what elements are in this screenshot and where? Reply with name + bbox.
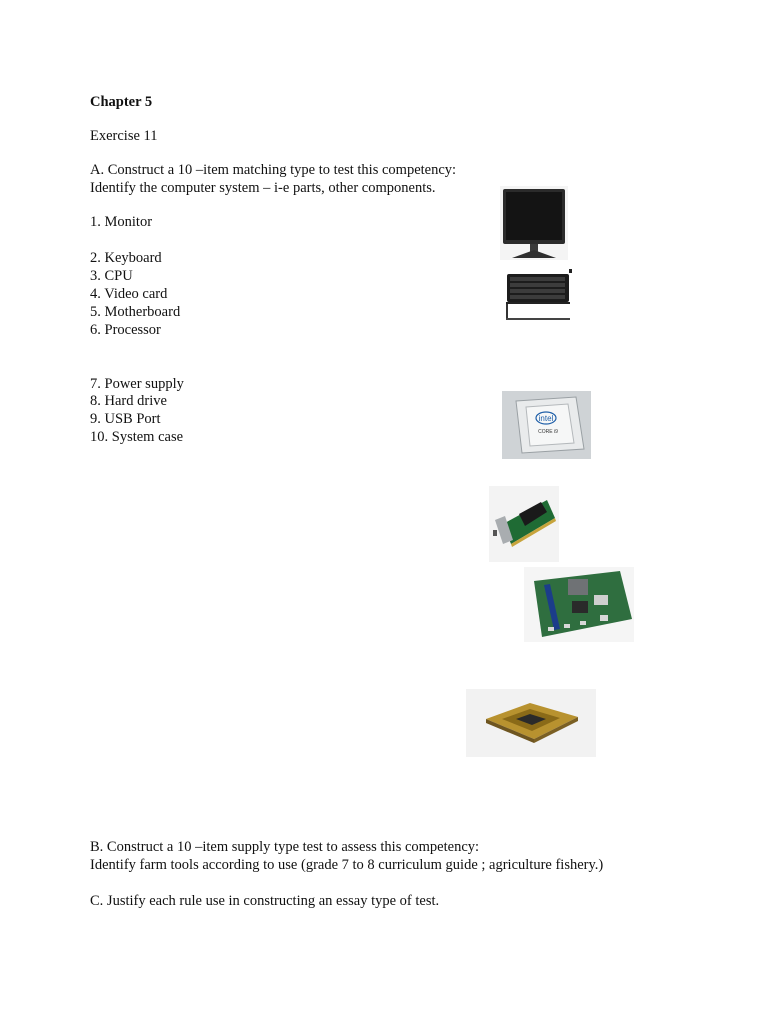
list-item-power-supply: 7. Power supply — [90, 376, 184, 392]
list-item-usb-port: 9. USB Port — [90, 411, 161, 427]
list-item-motherboard: 5. Motherboard — [90, 304, 181, 320]
list-item-video-card: 4. Video card — [90, 286, 168, 302]
section-a-competency: Identify the computer system – i-e parts, other components. — [90, 180, 436, 196]
cpu-image — [502, 391, 591, 459]
section-b-instruction: B. Construct a 10 –item supply type test to assess this competency: — [90, 839, 480, 855]
section-c-instruction: C. Justify each rule use in constructing an essay type of test. — [90, 893, 440, 909]
list-item-keyboard: 2. Keyboard — [90, 250, 162, 266]
section-a-instruction: A. Construct a 10 –item matching type to test this competency: — [90, 162, 457, 178]
list-item-hard-drive: 8. Hard drive — [90, 393, 167, 409]
list-item-processor: 6. Processor — [90, 322, 161, 338]
chapter-title: Chapter 5 — [90, 94, 153, 110]
list-item-monitor: 1. Monitor — [90, 214, 153, 230]
section-b-competency: Identify farm tools according to use (grade 7 to 8 curriculum guide ; agriculture fishery.) — [90, 857, 604, 873]
motherboard-image — [524, 567, 634, 642]
video-card-image — [489, 486, 559, 562]
list-item-system-case: 10. System case — [90, 429, 184, 445]
exercise-title: Exercise 11 — [90, 128, 158, 144]
processor-image — [466, 689, 596, 757]
cpu-model-label: CORE i9 — [538, 429, 558, 435]
monitor-image — [500, 186, 568, 260]
cpu-brand-label: intel — [538, 414, 554, 423]
keyboard-image — [503, 268, 573, 322]
list-item-cpu: 3. CPU — [90, 268, 133, 284]
